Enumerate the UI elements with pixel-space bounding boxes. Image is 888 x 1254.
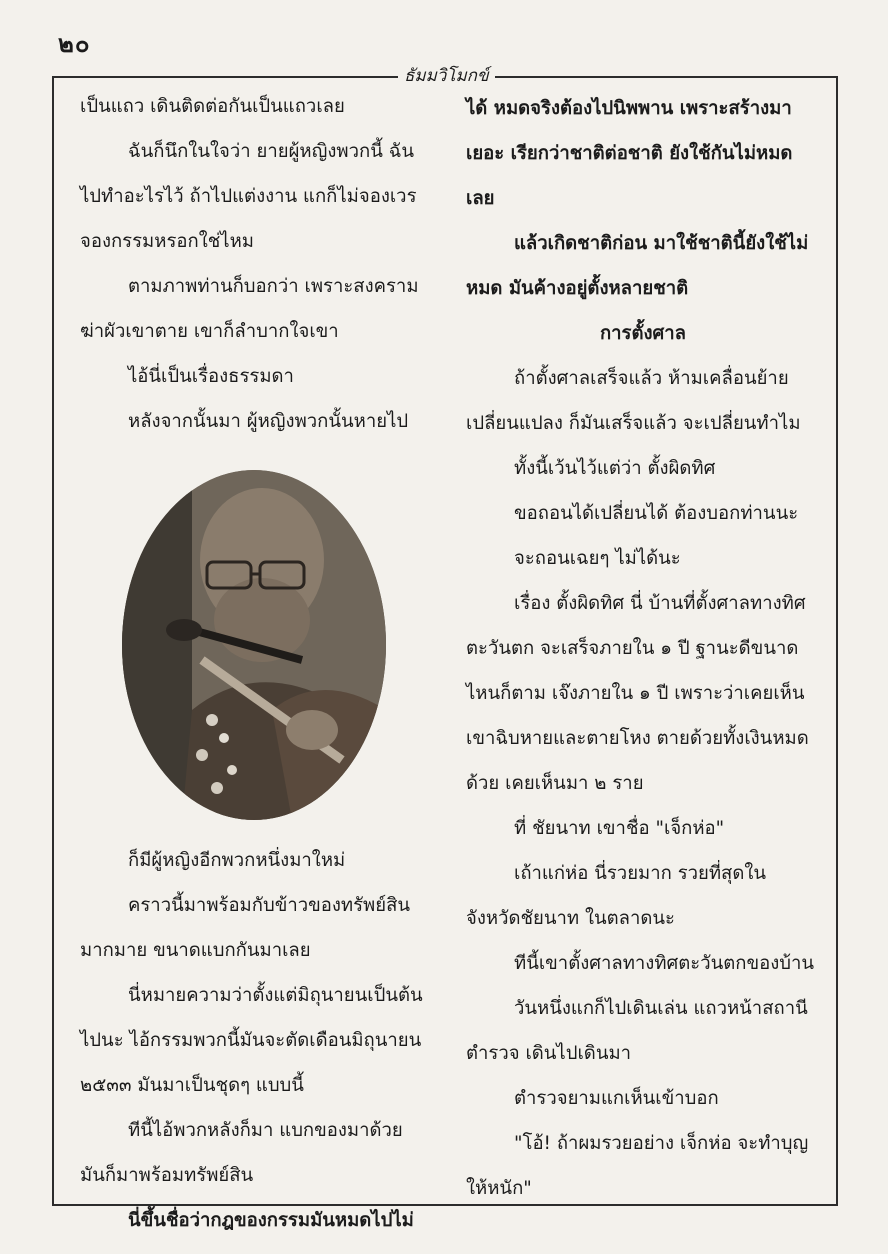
paragraph: ขอถอนได้เปลี่ยนได้ ต้องบอกท่านนะ [514, 503, 799, 524]
paragraph: คราวนี้มาพร้อมกับข้าวของทรัพย์สินมากมาย ขนาดแบกกันมาเลย [80, 895, 411, 961]
paragraph: ที่ ชัยนาท เขาชื่อ "เจ็กห่อ" [514, 818, 725, 839]
paragraph: เป็นแถว เดินติดต่อกันเป็นแถวเลย [80, 96, 345, 117]
right-column [466, 86, 820, 1211]
monk-portrait-photo [122, 470, 386, 820]
paragraph: จะถอนเฉยๆ ไม่ได้นะ [514, 548, 681, 569]
paragraph: วันหนึ่งแกก็ไปเดินเล่น แถวหน้าสถานีตำรวจ เดินไปเดินมา [466, 998, 808, 1064]
paragraph: ทั้งนี้เว้นไว้แต่ว่า ตั้งผิดทิศ [514, 458, 716, 479]
paragraph: นี่หมายความว่าตั้งแต่มิถุนายนเป็นต้นไปนะ ไอ้กรรมพวกนี้มันจะตัดเดือนมิถุนายน ๒๕๓๓ มันมาเป็นชุดๆ แบบนี้ [80, 985, 423, 1096]
page-number: ๒๐ [58, 30, 91, 58]
paragraph: แล้วเกิดชาติก่อน มาใช้ชาตินี้ยังใช้ไม่หมด มันค้างอยู่ตั้งหลายชาติ [466, 233, 809, 299]
paragraph: ฉันก็นึกในใจว่า ยายผู้หญิงพวกนี้ ฉันไปทำอะไรไว้ ถ้าไปแต่งงาน แกก็ไม่จองเวรจองกรรมหรอกใช่ไหม [80, 141, 417, 252]
left-column-bottom [80, 838, 428, 1243]
paragraph: เรื่อง ตั้งผิดทิศ นี่ บ้านที่ตั้งศาลทางทิศตะวันตก จะเสร็จภายใน ๑ ปี ฐานะดีขนาดไหนก็ตาม เจ๊งภายใน ๑ ปี เพราะว่าเคยเห็นเขาฉิบหายและตายโหง ตายด้วยทั้งเงินหมดด้วย เคยเห็นมา ๒ ราย [466, 593, 809, 794]
paragraph: ตามภาพท่านก็บอกว่า เพราะสงครามฆ่าผัวเขาตาย เขาก็ลำบากใจเขา [80, 276, 419, 342]
paragraph: ทีนี้เขาตั้งศาลทางทิศตะวันตกของบ้าน [514, 953, 815, 974]
paragraph: ก็มีผู้หญิงอีกพวกหนึ่งมาใหม่ [128, 850, 346, 871]
portrait-illustration [122, 470, 386, 820]
paragraph: ตำรวจยามแกเห็นเข้าบอก [514, 1088, 719, 1109]
section-heading: การตั้งศาล [599, 323, 687, 344]
paragraph: "โอ้! ถ้าผมรวยอย่าง เจ็กห่อ จะทำบุญให้หนัก" [466, 1133, 809, 1199]
paragraph: นี่ขึ้นชื่อว่ากฎของกรรมมันหมดไปไม่ [128, 1210, 414, 1231]
paragraph: ไอ้นี่เป็นเรื่องธรรมดา [128, 366, 294, 387]
paragraph: ทีนี้ไอ้พวกหลังก็มา แบกของมาด้วย มันก็มาพร้อมทรัพย์สิน [80, 1120, 403, 1186]
paragraph: หลังจากนั้นมา ผู้หญิงพวกนั้นหายไป [128, 411, 409, 432]
left-column-top [80, 84, 428, 444]
paragraph: ถ้าตั้งศาลเสร็จแล้ว ห้ามเคลื่อนย้ายเปลี่ยนแปลง ก็มันเสร็จแล้ว จะเปลี่ยนทำไม [466, 368, 801, 434]
running-header: ธัมมวิโมกข์ [398, 62, 495, 89]
paragraph: ได้ หมดจริงต้องไปนิพพาน เพราะสร้างมาเยอะ เรียกว่าชาติต่อชาติ ยังใช้กันไม่หมดเลย [466, 98, 793, 209]
paragraph: เถ้าแก่ห่อ นี่รวยมาก รวยที่สุดในจังหวัดชัยนาท ในตลาดนะ [466, 863, 767, 929]
